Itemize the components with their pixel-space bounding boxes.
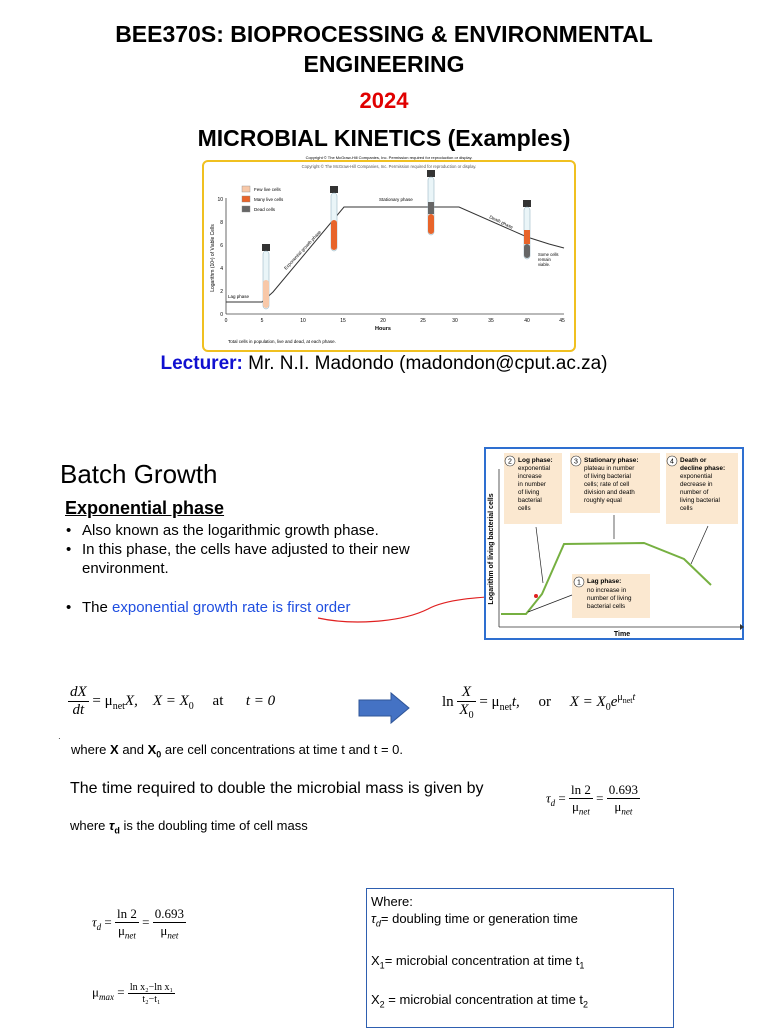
fig1-note-1: Some cells	[538, 252, 559, 257]
lag-title: Lag phase:	[587, 578, 622, 585]
svg-text:cells: cells	[680, 505, 693, 512]
num-3: 3	[574, 458, 578, 466]
where-line-3: $X_2$ = microbial concentration at time $t_2$	[371, 992, 589, 1010]
doubling-text: The time required to double the microbial mass is given by	[70, 780, 484, 797]
xtick-15: 15	[340, 318, 346, 324]
title-line-2: ENGINEERING	[303, 51, 465, 77]
lecturer-text: Mr. N.I. Madondo (madondon@cput.ac.za)	[248, 353, 608, 374]
num-2: 2	[508, 458, 512, 466]
fig1-note-2: remain	[538, 257, 551, 262]
fig1-exp: Exponential growth phase	[283, 229, 323, 271]
lecturer-line	[0, 353, 768, 375]
title-line-1: BEE370S: BIOPROCESSING & ENVIRONMENTAL	[115, 21, 653, 47]
svg-text:living bacterial: living bacterial	[680, 497, 720, 504]
right-arrow	[357, 691, 411, 725]
death-phase-box	[666, 453, 738, 564]
integrated-equation: ln $\frac{X}{X_0}$ = $\mu_{net}t$, or $X = X_0e^{\mu_{net}t}$	[442, 684, 636, 721]
lag-phase-box	[528, 574, 650, 618]
xtick-35: 35	[488, 318, 494, 324]
where-line-2: $X_1=$ microbial concentration at time $t_1$	[371, 952, 585, 971]
bullet-dot: ·	[58, 734, 61, 743]
xtick-20: 20	[380, 318, 386, 324]
num-1: 1	[577, 579, 581, 587]
fig1-ylabel: Logarithm (10ⁿ) of Viable Cells	[210, 224, 216, 292]
stat-title: Stationary phase:	[584, 457, 639, 464]
rate-equation: $\frac{dX}{dt}$ = $\mu_{net}X$, $X = X_0$ at t = 0	[70, 684, 276, 718]
num-4: 4	[670, 458, 674, 466]
ytick-4: 4	[220, 266, 223, 272]
copyright-text: Copyright © The McGraw-Hill Companies, Inc. Permission required for reproduction or display.	[301, 164, 477, 169]
xtick-30: 30	[452, 318, 458, 324]
svg-text:of living bacterial: of living bacterial	[584, 473, 631, 480]
svg-text:increase: increase	[518, 473, 542, 480]
svg-text:number of: number of	[680, 489, 709, 496]
test-tube-death	[523, 200, 531, 259]
ytick-10: 10	[217, 197, 223, 203]
fig1-caption: Total cells in population, live and dead, at each phase.	[228, 339, 336, 344]
first-order-highlight: exponential growth rate is first order	[112, 599, 351, 616]
section-subtitle: Exponential phase	[65, 498, 225, 518]
fig1-stat: Stationary phase	[379, 197, 413, 202]
bullet-list	[64, 521, 474, 578]
copyright: Copyright © The McGraw-Hill Companies, Inc. Permission required for reproduction or display.	[305, 155, 473, 160]
svg-text:bacterial cells: bacterial cells	[587, 603, 626, 610]
fig1-death: Death phase	[488, 214, 514, 230]
ytick-8: 8	[220, 220, 223, 226]
ytick-0: 0	[220, 312, 223, 318]
ytick-2: 2	[220, 289, 223, 295]
bullet-3: • The exponential growth rate is first order	[64, 598, 484, 617]
growth-curve-figure	[202, 155, 576, 352]
svg-text:of living: of living	[518, 489, 540, 496]
svg-text:Death or: Death or	[680, 457, 707, 464]
fig1-note-3: viable.	[538, 262, 551, 267]
svg-text:cells: cells	[518, 505, 531, 512]
fig1-lag: Lag phase	[228, 294, 250, 299]
test-tube-exp	[330, 186, 338, 251]
xtick-0: 0	[224, 318, 228, 324]
doubling-where: where $\tau_d$ is the doubling time of cell mass	[70, 818, 308, 836]
svg-text:bacterial: bacterial	[518, 497, 542, 504]
svg-text:plateau in number: plateau in number	[584, 465, 635, 472]
where-title: Where:	[371, 894, 413, 909]
where-line-1: $\tau_d=$ doubling time or generation time	[371, 911, 578, 929]
test-tube-lag	[262, 244, 270, 309]
lecturer-label: Lecturer:	[160, 353, 243, 374]
legend-dead: Dead cells	[254, 207, 276, 212]
legend-many: Many live cells	[254, 197, 284, 202]
fig2-ylabel: Logarithm of living bacterial cells	[488, 493, 495, 605]
phase-diagram	[484, 447, 744, 640]
xtick-10: 10	[300, 318, 306, 324]
log-phase-box	[504, 453, 562, 583]
legend-few: Few live cells	[254, 187, 281, 192]
subtitle: MICROBIAL KINETICS (Examples)	[197, 125, 571, 151]
svg-text:no increase in: no increase in	[587, 587, 627, 594]
svg-text:decline phase:: decline phase:	[680, 465, 726, 472]
fig1-xlabel: Hours	[375, 326, 391, 332]
year: 2024	[359, 88, 409, 113]
svg-text:cells; rate of cell: cells; rate of cell	[584, 481, 630, 488]
svg-text:number of living: number of living	[587, 595, 632, 602]
xtick-25: 25	[420, 318, 426, 324]
section-title: Batch Growth	[60, 459, 218, 489]
svg-text:exponential: exponential	[518, 465, 551, 472]
test-tube-stat	[427, 170, 435, 235]
ytick-6: 6	[220, 243, 223, 249]
bullet-1: • Also known as the logarithmic growth phase.	[64, 521, 474, 540]
svg-text:division and death: division and death	[584, 489, 635, 496]
where-x-line: where X and $X_0$ are cell concentrations at time t and t = 0.	[71, 742, 404, 760]
svg-text:roughly equal: roughly equal	[584, 497, 622, 504]
where-box	[366, 888, 674, 1028]
svg-text:exponential: exponential	[680, 473, 713, 480]
xtick-5: 5	[260, 318, 264, 324]
xtick-40: 40	[524, 318, 530, 324]
phase-diagram-svg	[486, 449, 742, 638]
svg-text:in number: in number	[518, 481, 547, 488]
xtick-45: 45	[559, 318, 565, 324]
growth-curve-svg	[204, 155, 574, 350]
fig2-xlabel: Time	[613, 631, 631, 638]
doubling-formula-2: $\tau_d$ = $\frac{\ln 2}{\mu_{net}}$ = $\frac{0.693}{\mu_{net}}$	[92, 906, 184, 941]
svg-text:decrease in: decrease in	[680, 481, 713, 488]
doubling-formula-1: $\tau_d$ = $\frac{\ln 2}{\mu_{net}}$ = $\frac{0.693}{\mu_{net}}$	[546, 782, 638, 817]
stationary-phase-box	[570, 453, 660, 539]
log-title: Log phase:	[518, 457, 553, 464]
mumax-formula: $\mu_{max}$ = $\frac{\text{ln x₂−ln x₁}}{\text{t₂−t₁}}$	[92, 982, 173, 1005]
bullet-2: • In this phase, the cells have adjusted to their new environment.	[64, 540, 474, 578]
